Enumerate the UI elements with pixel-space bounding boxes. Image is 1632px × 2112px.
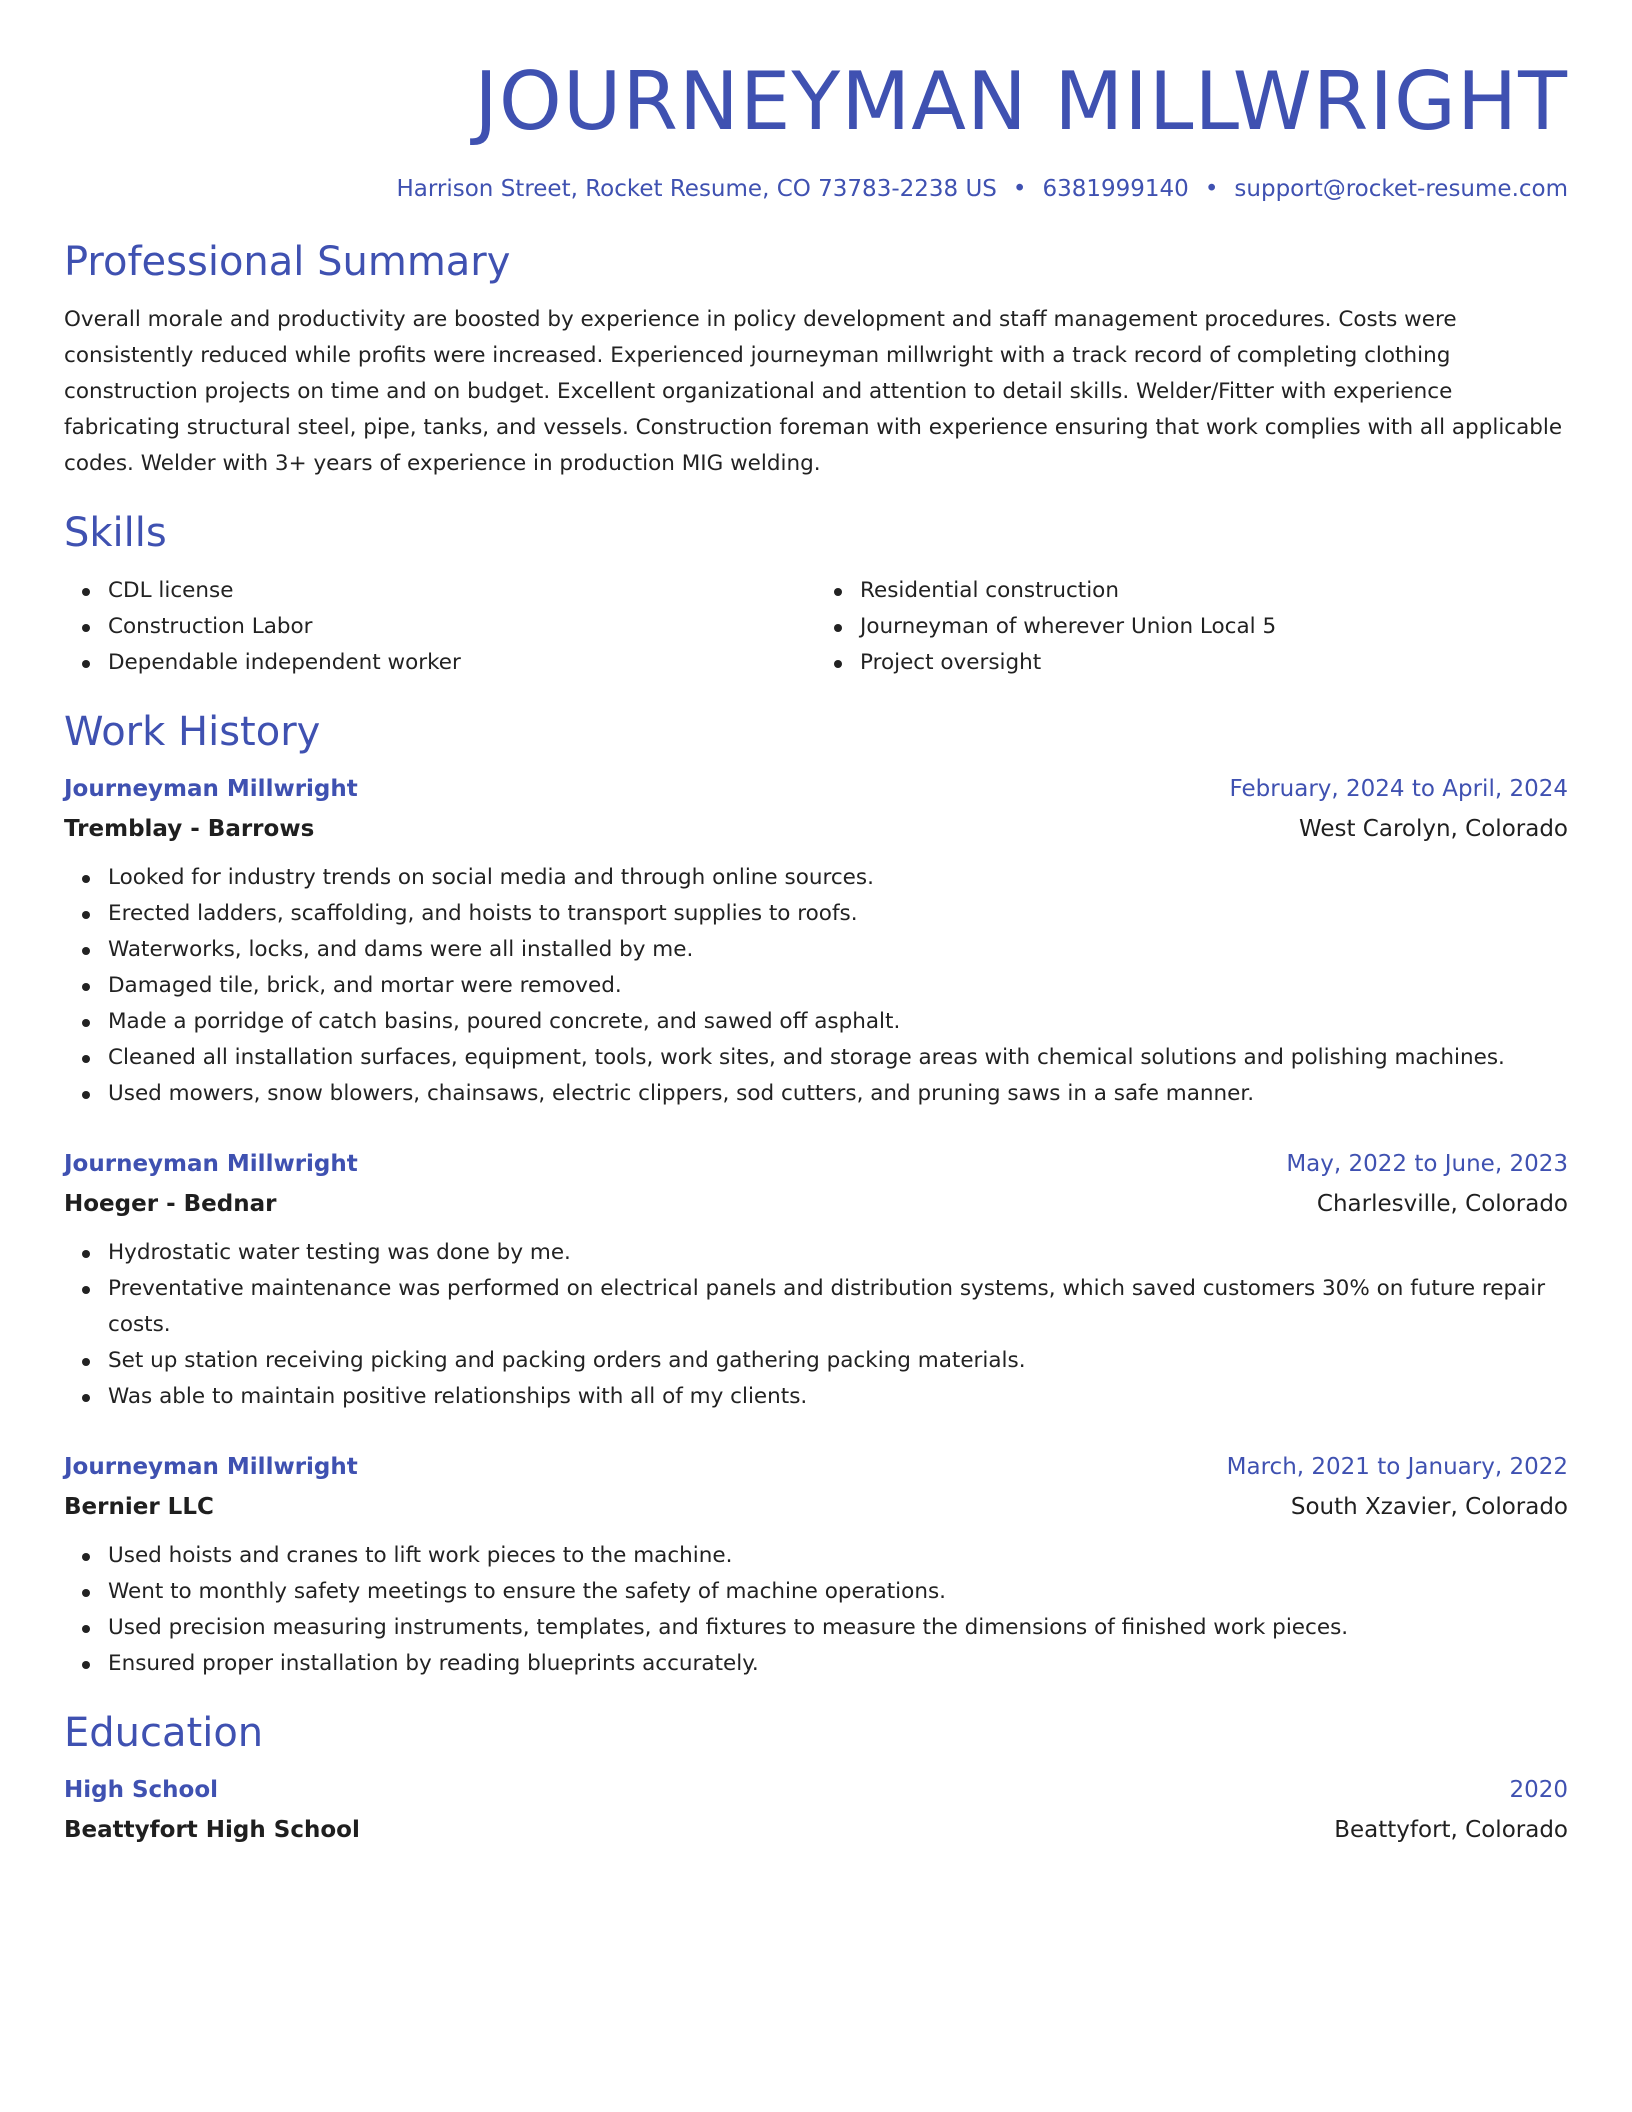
section-title-work-history: Work History [64, 709, 321, 755]
job-bullets [64, 1538, 1568, 1682]
skill-item: CDL license [108, 573, 816, 609]
education-location: Beattyfort, Colorado [1334, 1817, 1568, 1843]
skill-item: Project oversight [860, 645, 1568, 681]
job-header [64, 1447, 1568, 1487]
job-bullet: Used hoists and cranes to lift work pieces to the machine. [108, 1538, 1568, 1574]
candidate-name: JOURNEYMAN MILLWRIGHT [474, 55, 1568, 148]
job-dates: May, 2022 to June, 2023 [1286, 1151, 1568, 1177]
job-bullet: Used precision measuring instruments, templates, and fixtures to measure the dimensions of finished work pieces. [108, 1610, 1568, 1646]
education-entry [64, 1770, 1568, 1850]
job-bullet: Went to monthly safety meetings to ensure the safety of machine operations. [108, 1574, 1568, 1610]
job-bullet: Hydrostatic water testing was done by me. [108, 1235, 1568, 1271]
job-role: Journeyman Millwright [64, 1454, 358, 1480]
job-bullet: Waterworks, locks, and dams were all installed by me. [108, 932, 1568, 968]
skills-column-left [64, 573, 816, 681]
education-school: Beattyfort High School [64, 1817, 360, 1843]
skill-item: Construction Labor [108, 609, 816, 645]
job-role: Journeyman Millwright [64, 1151, 358, 1177]
skill-item: Dependable independent worker [108, 645, 816, 681]
skills-grid [64, 573, 1568, 681]
job-bullet: Looked for industry trends on social media and through online sources. [108, 860, 1568, 896]
job-company: Tremblay - Barrows [64, 816, 315, 842]
summary-text: Overall morale and productivity are boosted by experience in policy development and staff management procedures. Costs were consistently reduced while profits were increased. Experienced journeyman millwright with a track record of completing clothing construction projects on time and on budget. Excellent organizational and attention to detail skills. Welder/Fitter with experience fabricating structural steel, pipe, tanks, and vessels. Construction foreman with experience ensuring that work complies with all applicable codes. Welder with 3+ years of experience in production MIG welding. [64, 307, 1563, 476]
job-subheader [64, 1487, 1568, 1527]
contact-line [64, 174, 1568, 204]
resume-header [64, 0, 1568, 204]
job-entry [64, 769, 1568, 1112]
job-dates: March, 2021 to January, 2022 [1226, 1454, 1568, 1480]
contact-phone: 6381999140 [1042, 176, 1189, 202]
contact-separator: • [1204, 176, 1219, 202]
job-location: West Carolyn, Colorado [1298, 816, 1568, 842]
job-bullet: Used mowers, snow blowers, chainsaws, electric clippers, sod cutters, and pruning saws in a safe manner. [108, 1076, 1568, 1112]
job-bullets [64, 860, 1568, 1112]
job-company: Hoeger - Bednar [64, 1191, 277, 1217]
skills-column-right [816, 573, 1568, 681]
job-bullet: Set up station receiving picking and packing orders and gathering packing materials. [108, 1343, 1568, 1379]
education-degree: High School [64, 1777, 219, 1803]
job-entry [64, 1447, 1568, 1682]
skill-item: Residential construction [860, 573, 1568, 609]
job-location: Charlesville, Colorado [1316, 1191, 1568, 1217]
contact-separator: • [1012, 176, 1027, 202]
job-bullet: Ensured proper installation by reading blueprints accurately. [108, 1646, 1568, 1682]
education-year: 2020 [1509, 1777, 1568, 1803]
job-bullet: Was able to maintain positive relationships with all of my clients. [108, 1379, 1568, 1415]
job-bullet: Cleaned all installation surfaces, equipment, tools, work sites, and storage areas with chemical solutions and polishing machines. [108, 1040, 1568, 1076]
job-dates: February, 2024 to April, 2024 [1229, 776, 1568, 802]
education-header [64, 1770, 1568, 1810]
job-location: South Xzavier, Colorado [1290, 1494, 1568, 1520]
job-bullet: Damaged tile, brick, and mortar were removed. [108, 968, 1568, 1004]
job-role: Journeyman Millwright [64, 776, 358, 802]
job-bullet: Preventative maintenance was performed on electrical panels and distribution systems, which saved customers 30% on future repair costs. [108, 1271, 1568, 1343]
job-bullets [64, 1235, 1568, 1415]
section-title-summary: Professional Summary [64, 239, 511, 285]
job-company: Bernier LLC [64, 1494, 214, 1520]
job-header [64, 1144, 1568, 1184]
contact-email: support@rocket-resume.com [1234, 176, 1568, 202]
contact-address: Harrison Street, Rocket Resume, CO 73783-2238 US [396, 176, 997, 202]
job-bullet: Made a porridge of catch basins, poured concrete, and sawed off asphalt. [108, 1004, 1568, 1040]
education-subheader [64, 1810, 1568, 1850]
job-header [64, 769, 1568, 809]
section-title-education: Education [64, 1710, 264, 1756]
job-subheader [64, 809, 1568, 849]
skill-item: Journeyman of wherever Union Local 5 [860, 609, 1568, 645]
job-entry [64, 1144, 1568, 1415]
job-subheader [64, 1184, 1568, 1224]
section-title-skills: Skills [64, 510, 167, 556]
job-bullet: Erected ladders, scaffolding, and hoists to transport supplies to roofs. [108, 896, 1568, 932]
